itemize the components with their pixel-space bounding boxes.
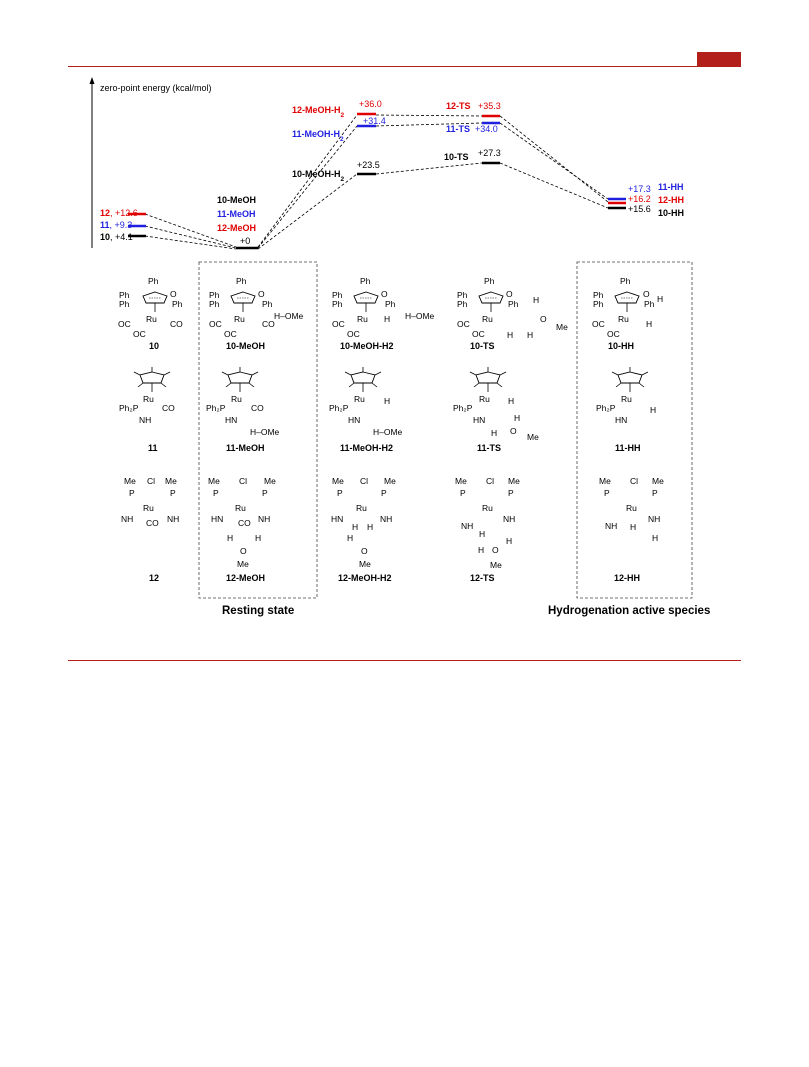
atom-me2: Me [332, 476, 344, 486]
atom-cl: Cl [486, 476, 495, 486]
structure-12-hh [599, 476, 664, 583]
atom-ph2p: Ph₂P [329, 403, 349, 413]
atom-co: CO [162, 403, 175, 413]
structure-10 [118, 276, 183, 351]
h2-complex-value-11: +31.4 [363, 116, 386, 126]
product-value-10: +15.6 [628, 204, 651, 214]
atom-h: H [255, 533, 262, 543]
atom-ru: Ru [621, 394, 632, 404]
atom-p: P [337, 488, 343, 498]
product-label-11: 11-HH [658, 182, 684, 192]
resting-label-10: 10-MeOH [217, 195, 257, 205]
atom-ph: Ph [332, 290, 343, 300]
atom-nh: NH [139, 415, 152, 425]
atom-p: P [604, 488, 610, 498]
atom-h: H [533, 295, 540, 305]
atom-oc: OC [224, 329, 237, 339]
atom-methanol: H–OMe [274, 311, 304, 321]
atom-ph: Ph [620, 276, 631, 286]
atom-ph: Ph [457, 299, 468, 309]
atom-co: CO [146, 518, 159, 528]
structure-12 [121, 476, 179, 583]
atom-ph: Ph [644, 299, 655, 309]
atom-oc: OC [457, 319, 470, 329]
atom-o: O [361, 546, 368, 556]
atom-h: H [646, 319, 653, 329]
structure-10-meoh-h2 [332, 276, 435, 351]
structure-label: 11-HH [615, 443, 641, 453]
atom-co: CO [238, 518, 251, 528]
atom-h: H [478, 545, 485, 555]
left-state-11: 11, +9.3 [100, 220, 133, 230]
atom-o: O [506, 289, 513, 299]
atom-ph: Ph [262, 299, 273, 309]
atom-ru: Ru [482, 503, 493, 513]
atom-oc: OC [592, 319, 605, 329]
structure-label: 12-TS [470, 573, 495, 583]
atom-h: H [367, 522, 374, 532]
atom-ph: Ph [236, 276, 247, 286]
atom-ph2p: Ph₂P [119, 403, 139, 413]
structure-12-ts [455, 476, 520, 583]
atom-oc: OC [118, 319, 131, 329]
h2-complex-label-10: $10-MeOH-H_2$ [292, 169, 345, 183]
atom-me2: Me [599, 476, 611, 486]
atom-me: Me [527, 432, 539, 442]
atom-hn: HN [331, 514, 344, 524]
atom-oc: OC [332, 319, 345, 329]
left-state-12: 12, +12.6 [100, 208, 138, 218]
atom-me2: Me [124, 476, 136, 486]
atom-nh: NH [121, 514, 134, 524]
atom-methanol: H–OMe [405, 311, 435, 321]
resting-label-12: 12-MeOH [217, 223, 257, 233]
atom-h: H [384, 396, 391, 406]
atom-h: H [657, 294, 664, 304]
atom-ru: Ru [143, 503, 154, 513]
atom-ru: Ru [231, 394, 242, 404]
atom-ph: Ph [119, 299, 130, 309]
atom-ru: Ru [143, 394, 154, 404]
structure-10-hh [592, 276, 663, 351]
atom-cl: Cl [147, 476, 156, 486]
atom-ru: Ru [357, 314, 368, 324]
atom-h: H [506, 536, 513, 546]
atom-me2: Me [455, 476, 467, 486]
structure-label: 11-MeOH-H2 [340, 443, 394, 453]
atom-ph: Ph [209, 299, 220, 309]
atom-ph: Ph [119, 290, 130, 300]
energy-levels [128, 114, 626, 248]
atom-me2: Me [165, 476, 177, 486]
atom-o: O [258, 289, 265, 299]
atom-me2: Me [264, 476, 276, 486]
h2-complex-value-10: +23.5 [357, 160, 380, 170]
atom-me: Me [359, 559, 371, 569]
atom-h: H [384, 314, 391, 324]
ts-value-12: +35.3 [478, 101, 501, 111]
atom-hn: HN [211, 514, 224, 524]
atom-ph: Ph [209, 290, 220, 300]
atom-hn: HN [615, 415, 628, 425]
structure-label: 12 [149, 573, 160, 583]
atom-nh: NH [258, 514, 271, 524]
atom-cl: Cl [360, 476, 369, 486]
atom-h: H [508, 396, 515, 406]
atom-ph: Ph [172, 299, 183, 309]
atom-ru: Ru [354, 394, 365, 404]
atom-nh: NH [380, 514, 393, 524]
atom-p: P [213, 488, 219, 498]
structure-10-ts [457, 276, 568, 351]
atom-h: H [479, 529, 486, 539]
product-label-12: 12-HH [658, 195, 685, 205]
structure-label: 11 [148, 443, 158, 453]
structure-label: 10-HH [608, 341, 635, 351]
atom-nh: NH [167, 514, 180, 524]
atom-nh: NH [503, 514, 516, 524]
atom-me: Me [556, 322, 568, 332]
caption-active-species: Hydrogenation active species [548, 605, 711, 617]
active-species-box [577, 262, 692, 598]
atom-hn: HN [225, 415, 238, 425]
ts-label-10: 10-TS [444, 152, 469, 162]
atom-p: P [381, 488, 387, 498]
atom-ph: Ph [385, 299, 396, 309]
atom-o: O [170, 289, 177, 299]
atom-me2: Me [208, 476, 220, 486]
atom-h: H [650, 405, 657, 415]
structure-12-meoh-h2 [331, 476, 396, 583]
atom-ph2p: Ph₂P [206, 403, 226, 413]
product-value-12: +16.2 [628, 194, 651, 204]
structure-label: 12-MeOH [226, 573, 266, 583]
atom-ru: Ru [235, 503, 246, 513]
structure-label: 11-TS [477, 443, 502, 453]
atom-h: H [527, 330, 534, 340]
atom-methanol: H–OMe [373, 427, 403, 437]
atom-o: O [381, 289, 388, 299]
left-state-10: 10, +4.1 [100, 232, 133, 242]
atom-ph: Ph [593, 299, 604, 309]
atom-ph: Ph [457, 290, 468, 300]
atom-oc: OC [607, 329, 620, 339]
resting-label-11: 11-MeOH [217, 209, 256, 219]
structure-12-meoh [208, 476, 276, 583]
h2-complex-label-11: $11-MeOH-H_2$ [292, 129, 344, 143]
resting-value: +0 [240, 236, 251, 246]
structure-11-meoh [206, 367, 280, 453]
atom-ph: Ph [484, 276, 495, 286]
atom-nh: NH [461, 521, 474, 531]
atom-o: O [540, 314, 547, 324]
structure-11 [119, 367, 175, 453]
atom-co: CO [262, 319, 275, 329]
structure-label: 12-MeOH-H2 [338, 573, 392, 583]
connector-lines [145, 115, 608, 249]
structure-label: 12-HH [614, 573, 641, 583]
atom-ru: Ru [146, 314, 157, 324]
atom-ru: Ru [479, 394, 490, 404]
structure-label: 10-MeOH [226, 341, 266, 351]
atom-o: O [510, 426, 517, 436]
atom-ph: Ph [593, 290, 604, 300]
ts-label-12: 12-TS [446, 101, 471, 111]
structure-10-meoh [209, 276, 304, 351]
atom-p: P [262, 488, 268, 498]
atom-h: H [347, 533, 354, 543]
ts-label-11: 11-TS [446, 124, 471, 134]
atom-oc: OC [347, 329, 360, 339]
atom-h: H [652, 533, 659, 543]
atom-nh: NH [648, 514, 661, 524]
atom-ph2p: Ph₂P [596, 403, 616, 413]
atom-p: P [652, 488, 658, 498]
atom-me2: Me [508, 476, 520, 486]
atom-p: P [508, 488, 514, 498]
atom-methanol: H–OMe [250, 427, 280, 437]
atom-ru: Ru [234, 314, 245, 324]
structure-label: 10-MeOH-H2 [340, 341, 394, 351]
h2-complex-value-12: +36.0 [359, 99, 382, 109]
caption-resting-state: Resting state [222, 605, 295, 617]
atom-o: O [492, 545, 499, 555]
atom-oc: OC [209, 319, 222, 329]
atom-cl: Cl [630, 476, 639, 486]
atom-co: CO [170, 319, 183, 329]
atom-me2: Me [384, 476, 396, 486]
atom-ph: Ph [360, 276, 371, 286]
atom-h: H [514, 413, 521, 423]
structure-11-hh [596, 367, 656, 453]
ts-value-11: +34.0 [475, 124, 498, 134]
axis-label: zero-point energy (kcal/mol) [100, 83, 212, 93]
atom-co: CO [251, 403, 264, 413]
product-value-11: +17.3 [628, 184, 651, 194]
structure-11-meoh-h2 [329, 367, 403, 453]
axis-arrow-icon [90, 77, 95, 84]
atom-ru: Ru [482, 314, 493, 324]
atom-p: P [170, 488, 176, 498]
atom-ph: Ph [332, 299, 343, 309]
h2-complex-label-12: $12-MeOH-H_2$ [292, 105, 345, 119]
atom-ru: Ru [626, 503, 637, 513]
atom-hn: HN [473, 415, 486, 425]
atom-p: P [129, 488, 135, 498]
atom-me: Me [490, 560, 502, 570]
atom-ru: Ru [356, 503, 367, 513]
atom-me: Me [237, 559, 249, 569]
structure-label: 11-MeOH [226, 443, 265, 453]
atom-ru: Ru [618, 314, 629, 324]
structure-label: 10 [149, 341, 160, 351]
atom-me2: Me [652, 476, 664, 486]
atom-hn: HN [348, 415, 361, 425]
atom-o: O [643, 289, 650, 299]
product-label-10: 10-HH [658, 208, 685, 218]
atom-ph: Ph [508, 299, 519, 309]
atom-h: H [507, 330, 514, 340]
atom-h: H [227, 533, 234, 543]
atom-nh: NH [605, 521, 618, 531]
atom-ph: Ph [148, 276, 159, 286]
atom-h: H [491, 428, 498, 438]
atom-h: H [630, 522, 637, 532]
atom-ph2p: Ph₂P [453, 403, 473, 413]
atom-o: O [240, 546, 247, 556]
structure-label: 10-TS [470, 341, 495, 351]
atom-cl: Cl [239, 476, 248, 486]
atom-oc: OC [133, 329, 146, 339]
atom-oc: OC [472, 329, 485, 339]
atom-h: H [352, 522, 359, 532]
ts-value-10: +27.3 [478, 148, 501, 158]
atom-p: P [460, 488, 466, 498]
structure-11-ts [453, 367, 539, 453]
